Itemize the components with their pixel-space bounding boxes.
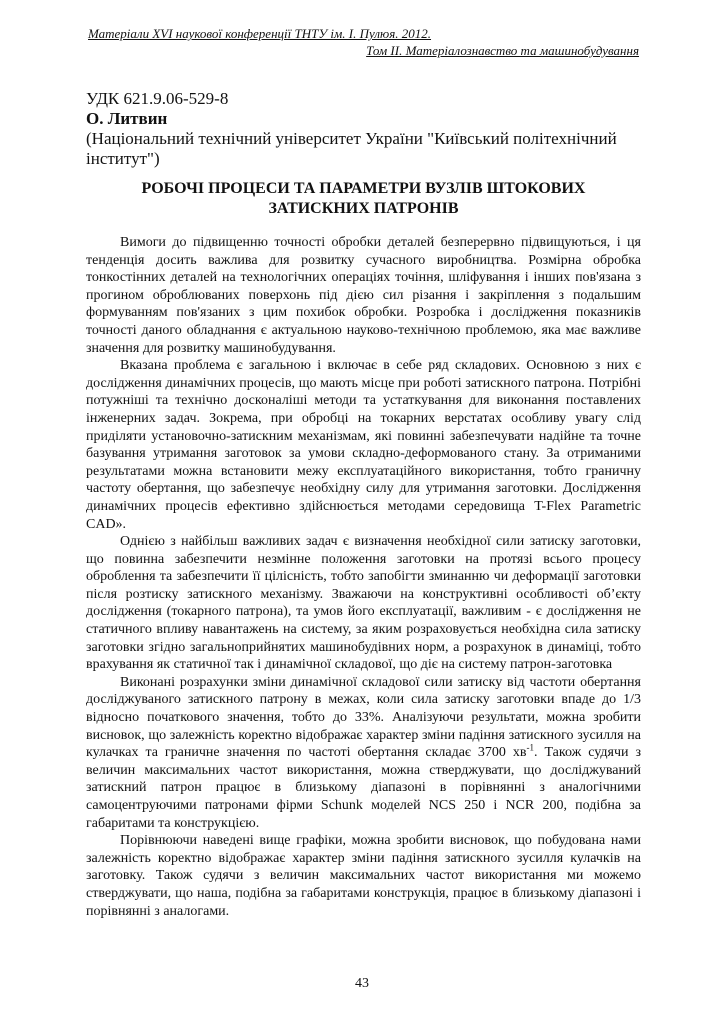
paragraph-4-part-2: . Також судячи з величин максимальних частот використання, можна стверджувати, що досліджуваний затискний патрон працює в близькому діапазоні в порівнянні з аналогічними самоцентруючими патронами фірми Schunk моделей NCS 250 і NCR 200, подібна за габаритами та конструкцією. — [86, 745, 641, 831]
paragraph-3: Однією з найбільш важливих задач є визначення необхідної сили затиску заготовки, що повинна забезпечити незмінне положення заготовки на протязі всього процесу оброблення та забезпечити її цілісність, тобто запобігти зминанню чи деформації заготовки після розтиску затискного механізму. Зважаючи на конструктивні особливості об’єкту дослідження (токарного патрона), та умов його експлуатації, важливим - є дослідження не статичного впливу навантажень на систему, за яким розраховується необхідна сила затиску заготовки згідно загальноприйнятих машинобудівних норм, а розрахунок в динаміці, тобто врахування як статичної так і динамічної складової, що діє на систему патрон-заготовка — [86, 534, 641, 673]
article-body — [86, 234, 641, 920]
title-line-1: РОБОЧІ ПРОЦЕСИ ТА ПАРАМЕТРИ ВУЗЛІВ ШТОКОВИХ — [141, 180, 586, 197]
paragraph-4-superscript: -1 — [526, 742, 534, 753]
affiliation-line-1: (Національний технічний університет України "Київський політехнічний — [86, 129, 617, 148]
paragraph-1: Вимоги до підвищенню точності обробки деталей безперервно підвищуються, і ця тенденція досить важлива для розвитку сучасного виробництва. Розмірна обробка тонкостінних деталей на технологічних операціях точіння, шліфування і інших пов'язана з прогином оброблюваних поверхонь під дією сил різання і закріплення з подальшим формуванням пов'язаних з цим похибок обробки. Розробка і дослідження показників точності даного обладнання є актуальною науково-технічною проблемою, яка має важливе значення для розвитку машинобудування. — [86, 235, 641, 356]
affiliation-line-2: інститут") — [86, 149, 160, 168]
title-line-2: ЗАТИСКНИХ ПАТРОНІВ — [268, 200, 459, 217]
article-title — [86, 179, 641, 219]
paragraph-5: Порівнюючи наведені вище графіки, можна зробити висновок, що побудована нами залежність коректно відображає характер зміни падіння затискного зусилля кулачків на заготовку. Також судячи з величин максимальних частот використання ми можемо стверджувати, що наша, подібна за габаритами конструкція, працює в близькому діапазоні і порівнянні з аналогами. — [86, 833, 641, 919]
running-header-conference: Матеріали XVI наукової конференції ТНТУ ім. І. Пулюя. 2012. — [88, 26, 432, 41]
page-number: 43 — [355, 976, 369, 991]
article-meta — [86, 89, 641, 169]
author-name: О. Литвин — [86, 109, 168, 128]
udc-code: УДК 621.9.06-529-8 — [86, 89, 229, 108]
paragraph-4 — [86, 674, 641, 832]
running-header-volume: Том ІІ. Матеріалознавство та машинобудування — [366, 43, 639, 58]
paragraph-4-part-1: Виконані розрахунки зміни динамічної складової сили затиску від частоти обертання досліджуваного затискного патрону в межах, коли сила затиску заготовки впаде до 1/3 відносно початкового значення, тобто до 33%. Аналізуючи результати, можна зробити висновок, що залежність коректно відображає характер зміни падіння затискного зусилля на кулачках та граничне значення по частоті обертання складає 3700 хв — [86, 674, 641, 761]
paragraph-2: Вказана проблема є загальною і включає в себе ряд складових. Основною з них є дослідження динамічних процесів, що мають місце при роботі затискного патрона. Потрібні потужніші та технічно досконаліші методи та устаткування для виконання поставлених інженерних задач. Зокрема, при обробці на токарних верстатах особливу увагу слід приділяти установочно-затискним механізмам, які повинні забезпечувати надійне та точне базування утримання заготовок за умови складно-деформованого стану. За отриманими результатами можна встановити межу експлуатаційного використання, тобто граничну частоту обертання, що забезпечує необхідну силу для утримання заготовки. Дослідження динамічних процесів ефективно здійснюється методами середовища T-Flex Parametric CAD». — [86, 358, 641, 532]
